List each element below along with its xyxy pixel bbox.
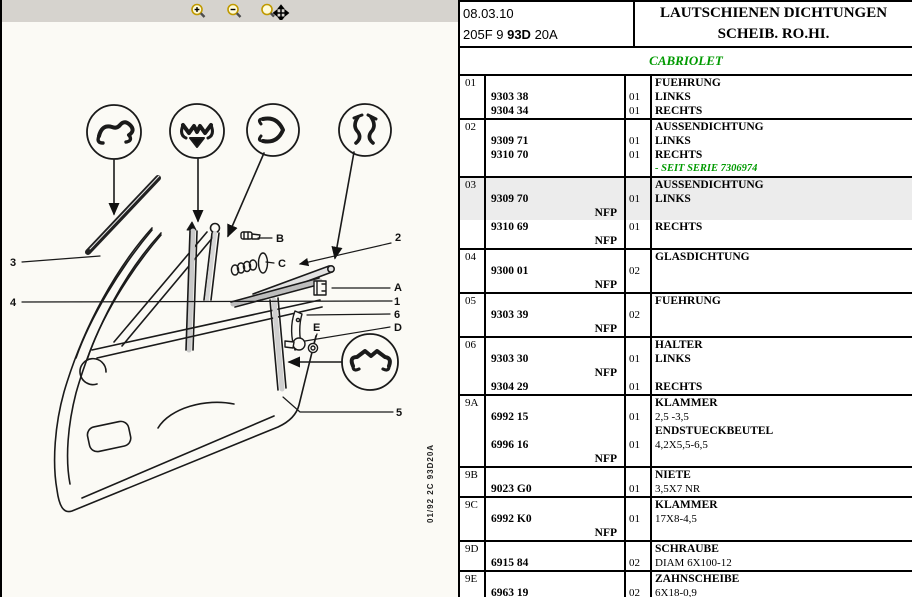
- ref-cell: [460, 512, 484, 526]
- diagram-callout-label-3[interactable]: 3: [10, 257, 17, 269]
- ref-cell: 01: [465, 77, 476, 89]
- ref-cell: 03: [460, 178, 484, 192]
- quantity-cell: 01: [624, 192, 650, 206]
- description-cell: LINKS: [655, 353, 691, 365]
- quantity-cell: 01: [629, 439, 640, 451]
- washer-e: [308, 343, 317, 352]
- description-cell: LINKS: [650, 192, 912, 206]
- column-divider: [484, 468, 486, 496]
- column-divider: [650, 396, 652, 466]
- ref-cell: [460, 380, 484, 394]
- part-number-cell: [484, 498, 624, 512]
- column-divider: [624, 178, 626, 248]
- quantity-cell: 02: [629, 309, 640, 321]
- description-cell: 3,5X7 NR: [655, 483, 701, 495]
- quantity-cell: 02: [629, 587, 640, 597]
- nfp-flag: NFP: [594, 323, 617, 335]
- column-divider: [650, 120, 652, 176]
- description-cell: LINKS: [655, 135, 691, 147]
- diagram-callout-label-5[interactable]: 5: [396, 407, 403, 419]
- table-header: [460, 2, 912, 48]
- zoom-out-icon[interactable]: [224, 2, 246, 20]
- part-number-cell: 6963 19: [491, 587, 529, 597]
- description-cell: AUSSENDICHTUNG: [650, 178, 912, 192]
- part-number-cell: [484, 338, 624, 352]
- ref-cell: [460, 452, 484, 466]
- quantity-cell: [624, 322, 650, 336]
- quantity-cell: [624, 452, 650, 466]
- ref-cell: [460, 104, 484, 118]
- part-number-cell: [484, 396, 624, 410]
- table-row[interactable]: [460, 468, 912, 498]
- door-seal-diagram: [2, 0, 458, 597]
- quantity-cell: 01: [629, 381, 640, 393]
- quantity-cell: 01: [629, 105, 640, 117]
- ref-cell: [460, 586, 484, 597]
- part-number-cell: [484, 424, 624, 438]
- column-divider: [650, 468, 652, 496]
- column-divider: [650, 572, 652, 597]
- quantity-cell: [624, 120, 650, 134]
- ref-cell: [460, 526, 484, 540]
- part-number-cell: [484, 162, 624, 176]
- ref-cell: [460, 192, 484, 206]
- quantity-cell: [624, 250, 650, 264]
- ref-cell: 9A: [465, 397, 479, 409]
- quantity-cell: 01: [629, 353, 640, 365]
- part-number-cell: [484, 294, 624, 308]
- description-cell: 6X18-0,9: [655, 587, 697, 597]
- column-divider: [624, 542, 626, 570]
- column-divider: [484, 542, 486, 570]
- nfp-flag: NFP: [594, 279, 617, 291]
- part-number-cell: [484, 178, 624, 192]
- diagram-callout-label-A[interactable]: A: [394, 282, 402, 294]
- header-date-code: [460, 2, 635, 46]
- series-note: - SEIT SERIE 7306974: [655, 163, 758, 174]
- column-divider: [624, 294, 626, 336]
- column-divider: [650, 294, 652, 336]
- ref-cell: 06: [465, 339, 476, 351]
- ref-cell: 05: [465, 295, 476, 307]
- ref-cell: 9C: [465, 499, 478, 511]
- quantity-cell: [624, 278, 650, 292]
- quantity-cell: [624, 178, 650, 192]
- cross-section-callout-2: [170, 104, 224, 158]
- drawing-plate-code: 01/92 2C 93D20A: [426, 443, 435, 523]
- quantity-cell: 01: [629, 221, 640, 233]
- quantity-cell: 02: [629, 557, 640, 569]
- column-divider: [484, 498, 486, 540]
- ref-cell: 02: [465, 121, 476, 133]
- quantity-cell: 01: [629, 411, 640, 423]
- diagram-callout-label-2[interactable]: 2: [395, 232, 402, 244]
- ref-cell: 9D: [465, 543, 479, 555]
- quantity-cell: [624, 294, 650, 308]
- run-channel-4: [186, 222, 197, 350]
- diagram-callout-label-6[interactable]: 6: [394, 309, 401, 321]
- part-number-cell: [484, 542, 624, 556]
- ref-cell: [460, 90, 484, 104]
- quantity-cell: 01: [629, 135, 640, 147]
- cross-section-callout-3: [247, 104, 299, 156]
- screw-b: [241, 232, 260, 239]
- door-pocket: [86, 420, 132, 453]
- description-cell: KLAMMER: [655, 397, 718, 409]
- column-divider: [650, 542, 652, 570]
- glass-run-channel-5: [270, 298, 286, 390]
- quantity-cell: [624, 526, 650, 540]
- coil-screw-c: [231, 253, 267, 275]
- part-number-cell: [484, 468, 624, 482]
- column-divider: [624, 338, 626, 394]
- nfp-flag: NFP: [594, 453, 617, 465]
- ref-cell: [460, 134, 484, 148]
- column-divider: [650, 338, 652, 394]
- description-cell: KLAMMER: [655, 499, 718, 511]
- quantity-cell: [624, 498, 650, 512]
- column-divider: [624, 572, 626, 597]
- column-divider: [484, 76, 486, 118]
- ref-cell: 9E: [465, 573, 478, 585]
- description-cell: ENDSTUECKBEUTEL: [655, 425, 774, 437]
- column-divider: [650, 250, 652, 292]
- column-divider: [624, 498, 626, 540]
- ref-cell: [460, 438, 484, 452]
- part-number-cell: 9303 39: [491, 309, 529, 321]
- part-number-cell: 6915 84: [491, 557, 529, 569]
- quantity-cell: [624, 366, 650, 380]
- table-row[interactable]: [460, 120, 912, 178]
- diagram-panel: [2, 0, 458, 597]
- page-title-line2: SCHEIB. RO.HI.: [717, 26, 830, 42]
- door-hole: [80, 359, 106, 385]
- diagram-callout-label-D[interactable]: D: [394, 322, 402, 334]
- quantity-cell: [624, 76, 650, 90]
- description-cell: [650, 206, 912, 220]
- column-divider: [484, 120, 486, 176]
- column-divider: [624, 120, 626, 176]
- zoom-in-icon[interactable]: [188, 2, 210, 20]
- description-cell: FUEHRUNG: [655, 295, 721, 307]
- description-cell: FUEHRUNG: [655, 77, 721, 89]
- ref-cell: [460, 264, 484, 278]
- description-cell: [650, 526, 912, 540]
- diagram-callout-label-1[interactable]: 1: [394, 296, 401, 308]
- quantity-cell: 02: [629, 265, 640, 277]
- part-number-cell: 6992 K0: [491, 513, 532, 525]
- part-number-cell: 9309 70: [484, 192, 624, 206]
- description-cell: [650, 308, 912, 322]
- table-row[interactable]: [460, 178, 912, 250]
- diagram-callout-label-C[interactable]: C: [278, 258, 286, 270]
- clip-a: [314, 281, 326, 295]
- column-divider: [624, 76, 626, 118]
- parts-panel: [460, 0, 912, 597]
- table-row[interactable]: [460, 76, 912, 120]
- diagram-callout-label-E[interactable]: E: [313, 322, 321, 334]
- quantity-cell: [624, 424, 650, 438]
- description-cell: LINKS: [655, 91, 691, 103]
- description-cell: [650, 278, 912, 292]
- description-cell: RECHTS: [655, 221, 703, 233]
- column-divider: [650, 178, 652, 248]
- part-number-cell: 9310 69: [491, 221, 529, 233]
- page-title-line1: LAUTSCHIENEN DICHTUNGEN: [659, 5, 888, 21]
- part-number-cell: [484, 572, 624, 586]
- column-divider: [484, 572, 486, 597]
- ref-cell: [460, 482, 484, 496]
- column-divider: [624, 468, 626, 496]
- description-cell: [650, 322, 912, 336]
- column-divider: [484, 294, 486, 336]
- cross-section-callout-1: [87, 105, 141, 159]
- part-number-cell: [484, 250, 624, 264]
- table-row[interactable]: [460, 250, 912, 294]
- table-row[interactable]: [460, 294, 912, 338]
- quantity-cell: [624, 162, 650, 176]
- part-number-cell: 6996 16: [491, 439, 529, 451]
- part-number-cell: 9300 01: [491, 265, 529, 277]
- ref-cell: [460, 234, 484, 248]
- table-row[interactable]: [460, 572, 912, 597]
- quantity-cell: 01: [629, 91, 640, 103]
- description-cell: GLASDICHTUNG: [655, 251, 750, 263]
- ref-cell: [460, 278, 484, 292]
- part-number-cell: [484, 76, 624, 90]
- part-number-cell: 9304 29: [491, 381, 529, 393]
- column-divider: [624, 396, 626, 466]
- description-cell: HALTER: [655, 339, 703, 351]
- description-cell: DIAM 6X100-12: [655, 557, 732, 569]
- description-cell: [650, 366, 912, 380]
- ref-cell: [460, 352, 484, 366]
- description-cell: RECHTS: [655, 149, 703, 161]
- description-cell: 4,2X5,5-6,5: [655, 439, 708, 451]
- nfp-flag: NFP: [594, 527, 617, 539]
- table-row[interactable]: [460, 338, 912, 396]
- column-divider: [624, 250, 626, 292]
- bolt-d: [285, 338, 305, 350]
- quantity-cell: 01: [629, 513, 640, 525]
- column-divider: [650, 498, 652, 540]
- nfp-flag: NFP: [594, 367, 617, 379]
- quantity-cell: 01: [629, 483, 640, 495]
- page-title: [635, 2, 912, 46]
- ref-cell: 9B: [465, 469, 478, 481]
- ref-cell: [460, 424, 484, 438]
- cross-section-callout-4: [339, 104, 391, 156]
- part-number-cell: 6992 15: [491, 411, 529, 423]
- description-cell: RECHTS: [655, 381, 703, 393]
- part-number-cell: 9310 70: [491, 149, 529, 161]
- part-number-cell: 9304 34: [491, 105, 529, 117]
- part-number-cell: 9309 71: [491, 135, 529, 147]
- parts-table-body: [460, 76, 912, 597]
- diagram-callout-label-4[interactable]: 4: [10, 297, 17, 309]
- description-cell: SCHRAUBE: [655, 543, 719, 555]
- description-cell: 2,5 -3,5: [655, 411, 689, 423]
- part-number-cell: 9303 38: [491, 91, 529, 103]
- quantity-cell: [624, 396, 650, 410]
- ref-cell: [460, 220, 484, 234]
- quantity-cell: 01: [629, 149, 640, 161]
- ref-cell: [460, 308, 484, 322]
- variant-band: CABRIOLET: [460, 48, 912, 76]
- diagram-callout-label-B[interactable]: B: [276, 233, 284, 245]
- column-divider: [484, 338, 486, 394]
- description-cell: AUSSENDICHTUNG: [655, 121, 764, 133]
- part-number-cell: [484, 120, 624, 134]
- column-divider: [650, 76, 652, 118]
- part-number-cell: 9303 30: [491, 353, 529, 365]
- quantity-cell: [624, 468, 650, 482]
- ref-cell: [460, 556, 484, 570]
- table-row[interactable]: [460, 498, 912, 542]
- door-handle-recess: [158, 402, 234, 428]
- part-number-cell: 9023 G0: [491, 483, 532, 495]
- table-row[interactable]: [460, 542, 912, 572]
- column-divider: [484, 178, 486, 248]
- nfp-flag: NFP: [594, 235, 617, 247]
- seal-strip-3: [88, 178, 158, 252]
- description-cell: 17X8-4,5: [655, 513, 697, 525]
- ref-cell: [460, 148, 484, 162]
- column-divider: [484, 396, 486, 466]
- description-cell: [650, 452, 912, 466]
- ref-cell: [460, 162, 484, 176]
- quantity-cell: [624, 206, 650, 220]
- quantity-cell: [624, 572, 650, 586]
- description-cell: [650, 234, 912, 248]
- ref-cell: [460, 206, 484, 220]
- column-divider: [484, 250, 486, 292]
- description-cell: RECHTS: [655, 105, 703, 117]
- quantity-cell: [624, 542, 650, 556]
- run-channel-knob: [204, 224, 220, 301]
- description-cell: ZAHNSCHEIBE: [655, 573, 740, 585]
- quantity-cell: [624, 338, 650, 352]
- ref-cell: [460, 410, 484, 424]
- ref-cell: [460, 322, 484, 336]
- description-cell: [650, 264, 912, 278]
- zoom-toolbar: [2, 0, 458, 22]
- ref-cell: 04: [465, 251, 476, 263]
- table-row[interactable]: [460, 396, 912, 468]
- header-date: 08.03.10: [463, 6, 514, 21]
- header-catalog-code: 205F 9 93D 20A: [463, 27, 558, 42]
- description-cell: NIETE: [655, 469, 691, 481]
- pan-magnifier-icon[interactable]: [260, 2, 290, 20]
- quantity-cell: [624, 234, 650, 248]
- ref-cell: [460, 366, 484, 380]
- nfp-flag: NFP: [484, 206, 624, 220]
